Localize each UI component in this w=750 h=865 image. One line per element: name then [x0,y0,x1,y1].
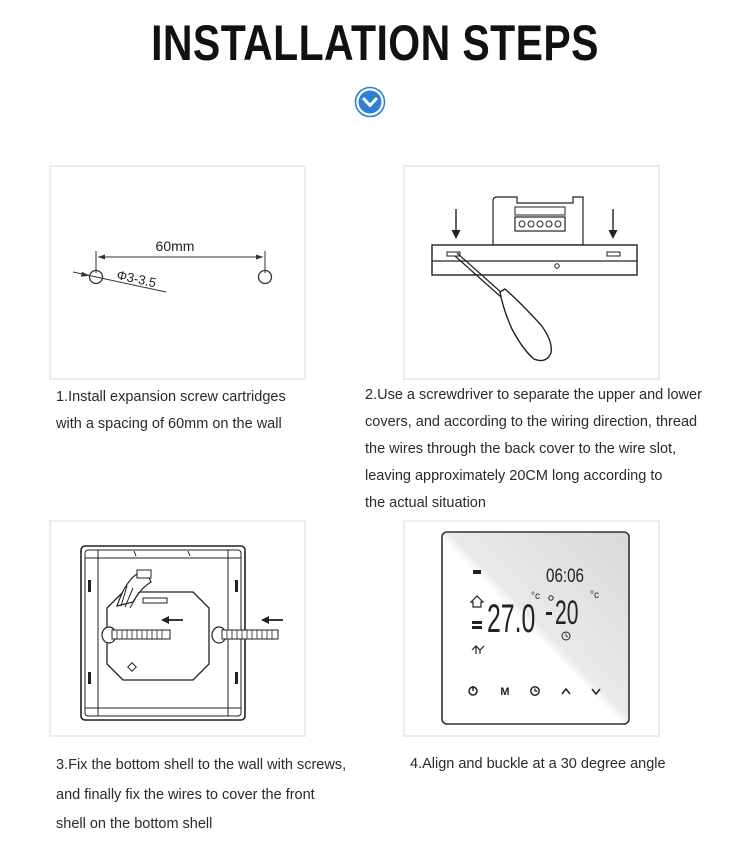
caption-line: leaving approximately 20CM long according to [365,468,663,484]
room-temperature: 27.0 [487,597,536,642]
caption-line: the actual situation [365,495,486,511]
display-time: 06:06 [545,564,585,587]
step-3-diagram [49,520,306,737]
caption-line: the wires through the back cover to the wire slot, [365,441,677,457]
step-3-caption [56,751,346,840]
caption-line: covers, and according to the wiring direction, thread [365,414,698,430]
indicator-icon [473,570,481,574]
dimension-label: 60mm [155,238,195,254]
caption-line: with a spacing of 60mm on the wall [56,416,282,432]
caption-line: 2.Use a screwdriver to separate the upper and lower [365,387,702,403]
step-2-diagram [403,165,660,380]
caption-line: 1.Install expansion screw cartridges [56,389,286,405]
chevron-down-circle-icon [354,86,386,118]
caption-line: shell on the bottom shell [56,816,213,832]
room-temperature-unit: °c [531,591,540,602]
step-1-diagram [49,165,306,380]
caption-line: 3.Fix the bottom shell to the wall with screws, [56,757,347,773]
caption-line: and finally fix the wires to cover the front [56,786,315,803]
caption-line: 4.Align and buckle at a 30 degree angle [410,756,666,772]
set-temperature-unit: °c [590,590,599,601]
step-4-caption [410,751,666,778]
step-1-caption [56,384,286,438]
step-2-caption [365,382,702,517]
hole-diameter-label: Φ3-3.5 [115,267,158,291]
page-title: INSTALLATION STEPS [151,15,599,71]
mode-button[interactable]: M [500,686,510,698]
step-4-diagram [403,520,660,737]
set-temperature: 20 [555,592,579,632]
